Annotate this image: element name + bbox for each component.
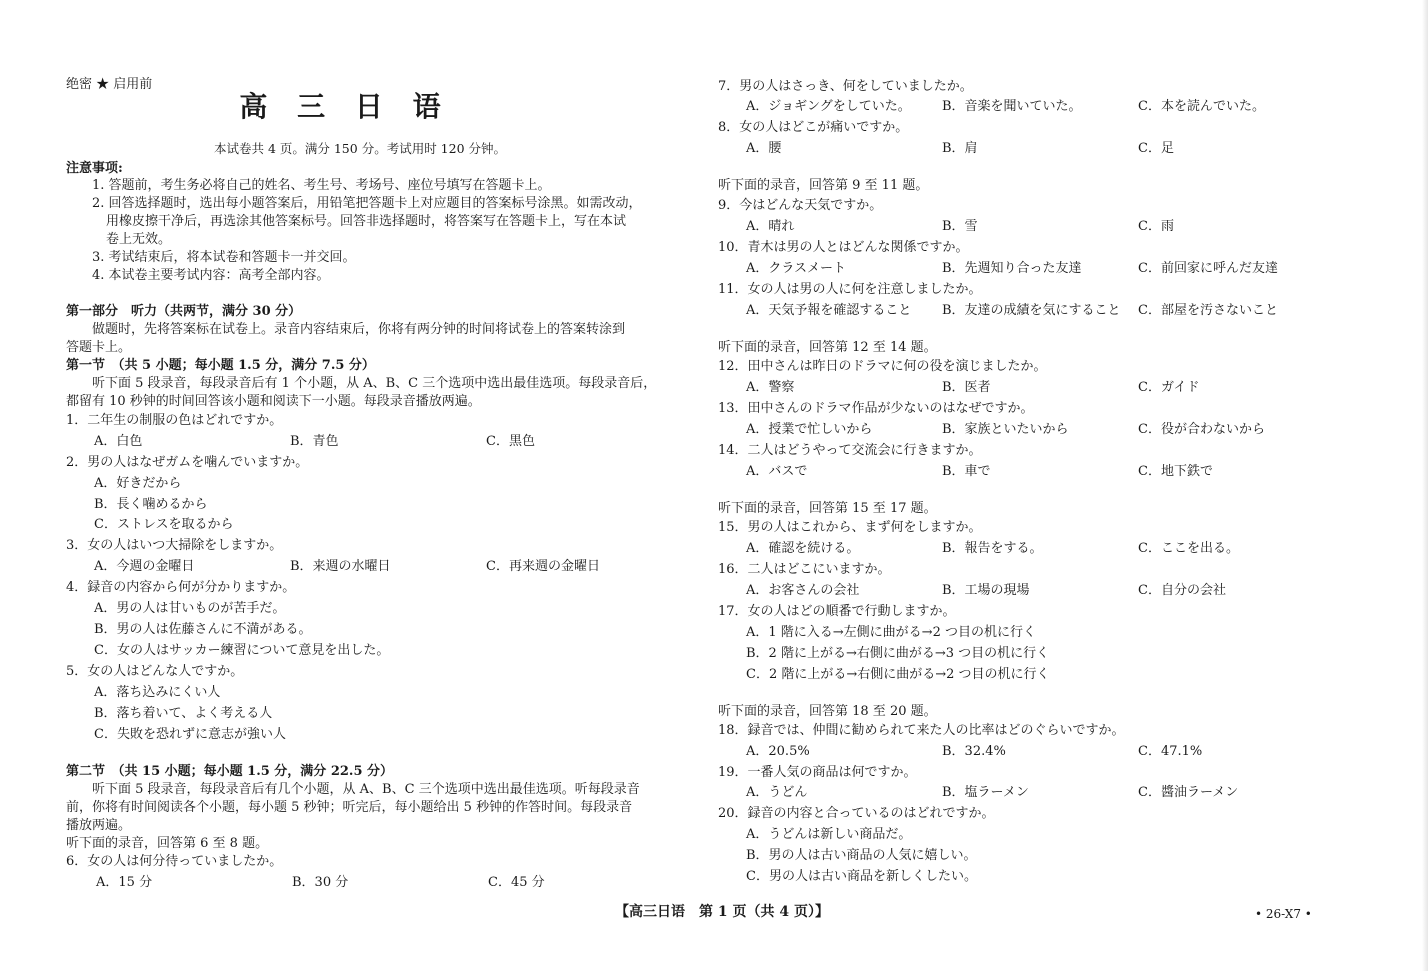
- section2-intro: 前，你将有时间阅读各个小题，每小题 5 秒钟；听完后，每小题给出 5 秒钟的作答时间。每段录音: [66, 800, 633, 815]
- notice-heading: 注意事项:: [66, 161, 123, 176]
- listen-instruction: 听下面的录音，回答第 12 至 14 题。: [718, 340, 937, 355]
- confidential-label: 绝密 ★ 启用前: [66, 77, 153, 92]
- q13-option-a: A．授業で忙しいから: [746, 422, 873, 437]
- section1-heading: 第一节 （共 5 小题；每小题 1.5 分，满分 7.5 分）: [66, 358, 375, 373]
- q2-option-b: B．長く噛めるから: [94, 497, 208, 512]
- notice-item: 2. 回答选择题时，选出每小题答案后，用铅笔把答题卡上对应题目的答案标号涂黑。如需改动，: [92, 196, 642, 211]
- q1-option-a: A．白色: [94, 434, 143, 449]
- q16-option-c: C．自分の会社: [1138, 583, 1226, 598]
- question-14: 14．二人はどうやって交流会に行きますか。: [718, 443, 982, 458]
- exam-title: 高 三 日 语: [239, 90, 451, 123]
- q15-option-b: B．報告をする。: [942, 541, 1043, 556]
- question-13: 13．田中さんのドラマ作品が少ないのはなぜですか。: [718, 401, 1034, 416]
- q4-option-b: B．男の人は佐藤さんに不満がある。: [94, 622, 312, 637]
- section2-intro: 播放两遍。: [66, 818, 132, 833]
- question-11: 11．女の人は男の人に何を注意しましたか。: [718, 282, 982, 297]
- notice-item: 卷上无效。: [106, 232, 172, 247]
- question-12: 12．田中さんは昨日のドラマに何の役を演じましたか。: [718, 359, 1047, 374]
- question-10: 10．青木は男の人とはどんな関係ですか。: [718, 240, 969, 255]
- q8-option-c: C．足: [1138, 141, 1174, 156]
- q13-option-b: B．家族といたいから: [942, 422, 1069, 437]
- q6-option-a: A．15 分: [96, 875, 153, 890]
- listen-instruction: 听下面的录音，回答第 18 至 20 题。: [718, 704, 937, 719]
- q15-option-c: C．ここを出る。: [1138, 541, 1239, 556]
- q11-option-c: C．部屋を汚さないこと: [1138, 303, 1278, 318]
- q17-option-b: B．2 階に上がる→右側に曲がる→3 つ目の机に行く: [746, 646, 1050, 661]
- question-7: 7．男の人はさっき、何をしていましたか。: [718, 79, 973, 94]
- notice-item: 1. 答题前，考生务必将自己的姓名、考生号、考场号、座位号填写在答题卡上。: [92, 178, 551, 193]
- question-19: 19．一番人気の商品は何ですか。: [718, 765, 917, 780]
- q4-option-a: A．男の人は甘いものが苦手だ。: [94, 601, 286, 616]
- section2-intro: 听下面 5 段录音，每段录音后有几个小题，从 A、B、C 三个选项中选出最佳选项。听每段录音: [92, 782, 640, 797]
- q19-option-b: B．塩ラーメン: [942, 785, 1029, 800]
- q7-option-c: C．本を読んでいた。: [1138, 99, 1265, 114]
- q18-option-a: A．20.5%: [746, 744, 810, 759]
- q5-option-c: C．失敗を恐れずに意志が強い人: [94, 727, 286, 742]
- q16-option-b: B．工場の現場: [942, 583, 1030, 598]
- section1-intro: 听下面 5 段录音，每段录音后有 1 个小题，从 A、B、C 三个选项中选出最佳选项。每段录音后，: [92, 376, 657, 391]
- q7-option-a: A．ジョギングをしていた。: [746, 99, 911, 114]
- q6-option-b: B．30 分: [292, 875, 349, 890]
- q1-option-b: B．青色: [290, 434, 339, 449]
- part1-heading: 第一部分 听力（共两节，满分 30 分）: [66, 304, 302, 319]
- question-6: 6．女の人は何分待っていましたか。: [66, 854, 283, 869]
- q7-option-b: B．音楽を聞いていた。: [942, 99, 1082, 114]
- q3-option-b: B．来週の水曜日: [290, 559, 391, 574]
- page-number-label: 【高三日语 第 1 页（共 4 页）】: [615, 904, 829, 920]
- q16-option-a: A．お客さんの会社: [746, 583, 860, 598]
- question-1: 1．二年生の制服の色はどれですか。: [66, 413, 283, 428]
- q10-option-a: A．クラスメート: [746, 261, 846, 276]
- notice-item: 4. 本试卷主要考试内容：高考全部内容。: [92, 268, 330, 283]
- question-9: 9．今はどんな天気ですか。: [718, 198, 883, 213]
- question-3: 3．女の人はいつ大掃除をしますか。: [66, 538, 283, 553]
- q9-option-c: C．雨: [1138, 219, 1174, 234]
- question-4: 4．録音の内容から何が分かりますか。: [66, 580, 296, 595]
- scan-edge-shadow: [1422, 0, 1428, 971]
- notice-item: 用橡皮擦干净后，再选涂其他答案标号。回答非选择题时，将答案写在答题卡上，写在本试: [106, 214, 627, 229]
- q19-option-c: C．醬油ラーメン: [1138, 785, 1239, 800]
- q12-option-b: B．医者: [942, 380, 991, 395]
- question-2: 2．男の人はなぜガムを噛んでいますか。: [66, 455, 309, 470]
- q2-option-c: C．ストレスを取るから: [94, 517, 234, 532]
- q11-option-b: B．友達の成績を気にすること: [942, 303, 1121, 318]
- q12-option-c: C．ガイド: [1138, 380, 1200, 395]
- section2-heading: 第二节 （共 15 小题；每小题 1.5 分，满分 22.5 分）: [66, 764, 394, 779]
- q17-option-c: C．2 階に上がる→右側に曲がる→2 つ目の机に行く: [746, 667, 1050, 682]
- listen-instruction: 听下面的录音，回答第 9 至 11 题。: [718, 178, 929, 193]
- part1-intro: 答题卡上。: [66, 340, 132, 355]
- q19-option-a: A．うどん: [746, 785, 808, 800]
- part1-intro: 做题时，先将答案标在试卷上。录音内容结束后，你将有两分钟的时间将试卷上的答案转涂到: [92, 322, 626, 337]
- q4-option-c: C．女の人はサッカー練習について意見を出した。: [94, 643, 390, 658]
- q17-option-a: A．1 階に入る→左側に曲がる→2 つ目の机に行く: [746, 625, 1036, 640]
- exam-subtitle: 本试卷共 4 页。满分 150 分。考试用时 120 分钟。: [213, 141, 506, 156]
- question-17: 17．女の人はどの順番で行動しますか。: [718, 604, 956, 619]
- question-5: 5．女の人はどんな人ですか。: [66, 664, 244, 679]
- q5-option-b: B．落ち着いて、よく考える人: [94, 706, 273, 721]
- q8-option-b: B．肩: [942, 141, 978, 156]
- section1-intro: 都留有 10 秒钟的时间回答该小题和阅读下一小题。每段录音播放两遍。: [66, 394, 481, 409]
- q14-option-b: B．車で: [942, 464, 991, 479]
- q10-option-b: B．先週知り合った友達: [942, 261, 1082, 276]
- q11-option-a: A．天気予報を確認すること: [746, 303, 912, 318]
- question-18: 18．録音では、仲間に勧められて来た人の比率はどのぐらいですか。: [718, 723, 1125, 738]
- q12-option-a: A．警察: [746, 380, 795, 395]
- q20-option-a: A．うどんは新しい商品だ。: [746, 827, 912, 842]
- q13-option-c: C．役が合わないから: [1138, 422, 1265, 437]
- question-15: 15．男の人はこれから、まず何をしますか。: [718, 520, 982, 535]
- q14-option-a: A．バスで: [746, 464, 808, 479]
- q14-option-c: C．地下鉄で: [1138, 464, 1213, 479]
- q8-option-a: A．腰: [746, 141, 782, 156]
- exam-code: • 26-X7 •: [1255, 907, 1312, 921]
- q20-option-b: B．男の人は古い商品の人気に嬉しい。: [746, 848, 977, 863]
- q5-option-a: A．落ち込みにくい人: [94, 685, 221, 700]
- question-16: 16．二人はどこにいますか。: [718, 562, 891, 577]
- notice-item: 3. 考试结束后，将本试卷和答题卡一并交回。: [92, 250, 356, 265]
- q15-option-a: A．確認を続ける。: [746, 541, 860, 556]
- question-20: 20．録音の内容と合っているのはどれですか。: [718, 806, 995, 821]
- q6-option-c: C．45 分: [488, 875, 545, 890]
- listen-instruction: 听下面的录音，回答第 15 至 17 题。: [718, 501, 937, 516]
- listen-instruction: 听下面的录音，回答第 6 至 8 题。: [66, 836, 269, 851]
- q18-option-c: C．47.1%: [1138, 744, 1203, 759]
- q9-option-b: B．雪: [942, 219, 978, 234]
- question-8: 8．女の人はどこが痛いですか。: [718, 120, 909, 135]
- q2-option-a: A．好きだから: [94, 476, 182, 491]
- q18-option-b: B．32.4%: [942, 744, 1006, 759]
- q3-option-c: C．再来週の金曜日: [486, 559, 600, 574]
- q20-option-c: C．男の人は古い商品を新しくしたい。: [746, 869, 977, 884]
- q10-option-c: C．前回家に呼んだ友達: [1138, 261, 1278, 276]
- q9-option-a: A．晴れ: [746, 219, 795, 234]
- q1-option-c: C．黒色: [486, 434, 535, 449]
- q3-option-a: A．今週の金曜日: [94, 559, 195, 574]
